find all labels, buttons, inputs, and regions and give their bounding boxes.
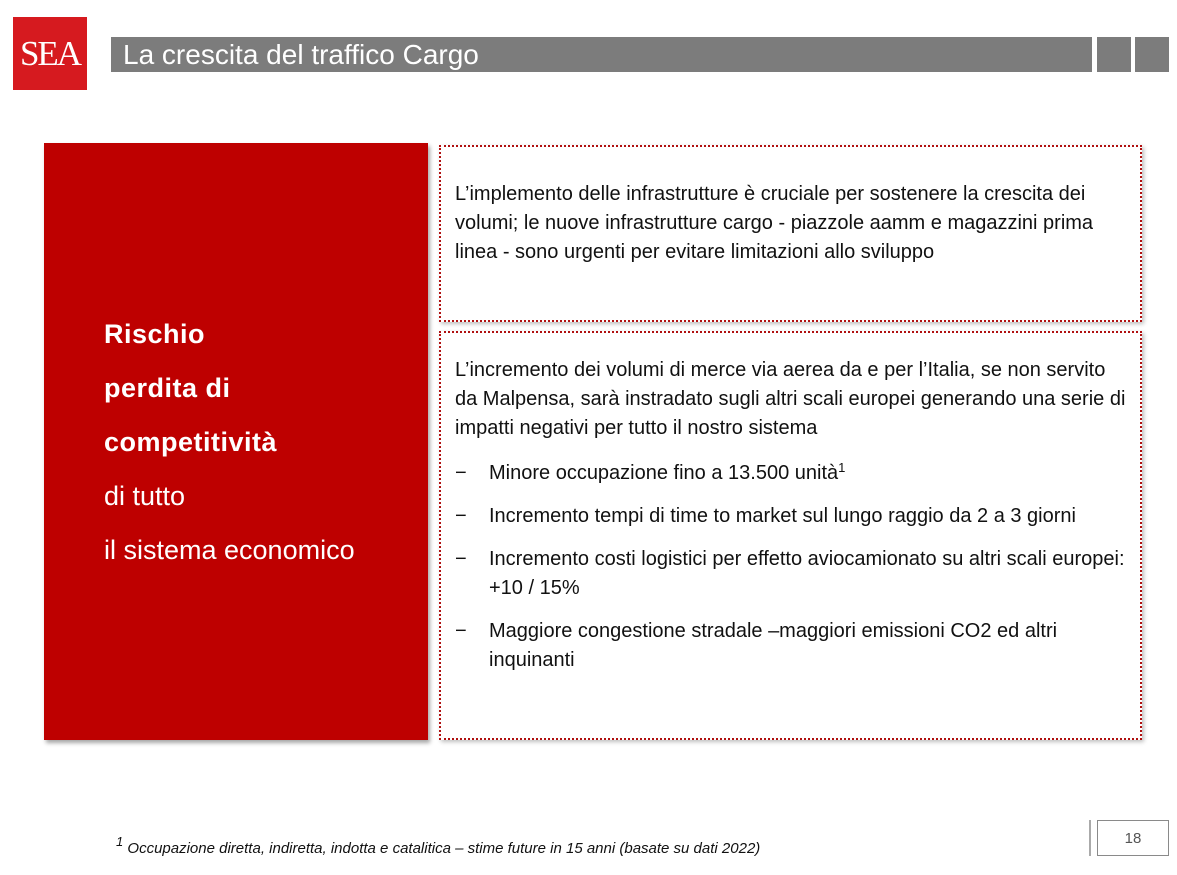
risk-title-line-1: Rischio bbox=[104, 318, 206, 349]
footnote bbox=[116, 834, 761, 857]
dash-bullet: − bbox=[455, 548, 467, 570]
dash-bullet: − bbox=[455, 620, 467, 642]
list-item-text: Minore occupazione fino a 13.500 unità bbox=[489, 462, 839, 484]
title-decor-square-2 bbox=[1135, 37, 1169, 72]
footnote-ref: 1 bbox=[838, 460, 846, 475]
slide-title: La crescita del traffico Cargo bbox=[111, 37, 1092, 72]
list-item bbox=[455, 459, 1128, 488]
impacts-box bbox=[439, 331, 1142, 740]
dash-bullet: − bbox=[455, 462, 467, 484]
impacts-list bbox=[455, 459, 1128, 675]
title-decor-square-1 bbox=[1097, 37, 1131, 72]
risk-title-line-3: competitività bbox=[104, 426, 278, 457]
footnote-text: Occupazione diretta, indiretta, indotta e catalitica – stime future in 15 anni (basate su dati 2022) bbox=[127, 840, 761, 857]
list-item bbox=[455, 617, 1128, 675]
list-item bbox=[455, 545, 1128, 603]
list-item-text: Incremento tempi di time to market sul lungo raggio da 2 a 3 giorni bbox=[489, 505, 1076, 527]
risk-title-line-2: perdita di bbox=[104, 372, 231, 403]
infrastructure-box bbox=[439, 145, 1142, 322]
risk-panel bbox=[44, 143, 428, 740]
page-number: 18 bbox=[1097, 820, 1169, 856]
sea-logo: SEA bbox=[13, 17, 87, 90]
list-item bbox=[455, 502, 1128, 531]
risk-subtitle-line-2: il sistema economico bbox=[104, 534, 355, 565]
dash-bullet: − bbox=[455, 505, 467, 527]
footnote-marker: 1 bbox=[116, 834, 124, 849]
impacts-intro: L’incremento dei volumi di merce via aerea da e per l’Italia, se non servito da Malpensa, sarà instradato sugli altri scali europei generando una serie di impatti negativi per tutto il nostro sistema bbox=[455, 359, 1126, 439]
risk-subtitle-line-1: di tutto bbox=[104, 480, 186, 511]
list-item-text: Incremento costi logistici per effetto aviocamionato su altri scali europei: +10 / 15% bbox=[489, 548, 1125, 599]
infrastructure-text: L’implemento delle infrastrutture è cruciale per sostenere la crescita dei volumi; le nuove infrastrutture cargo - piazzole aamm e magazzini prima linea - sono urgenti per evitare limitazioni allo sviluppo bbox=[455, 183, 1094, 263]
list-item-text: Maggiore congestione stradale –maggiori emissioni CO2 ed altri inquinanti bbox=[489, 620, 1058, 671]
page-number-divider bbox=[1089, 820, 1091, 856]
